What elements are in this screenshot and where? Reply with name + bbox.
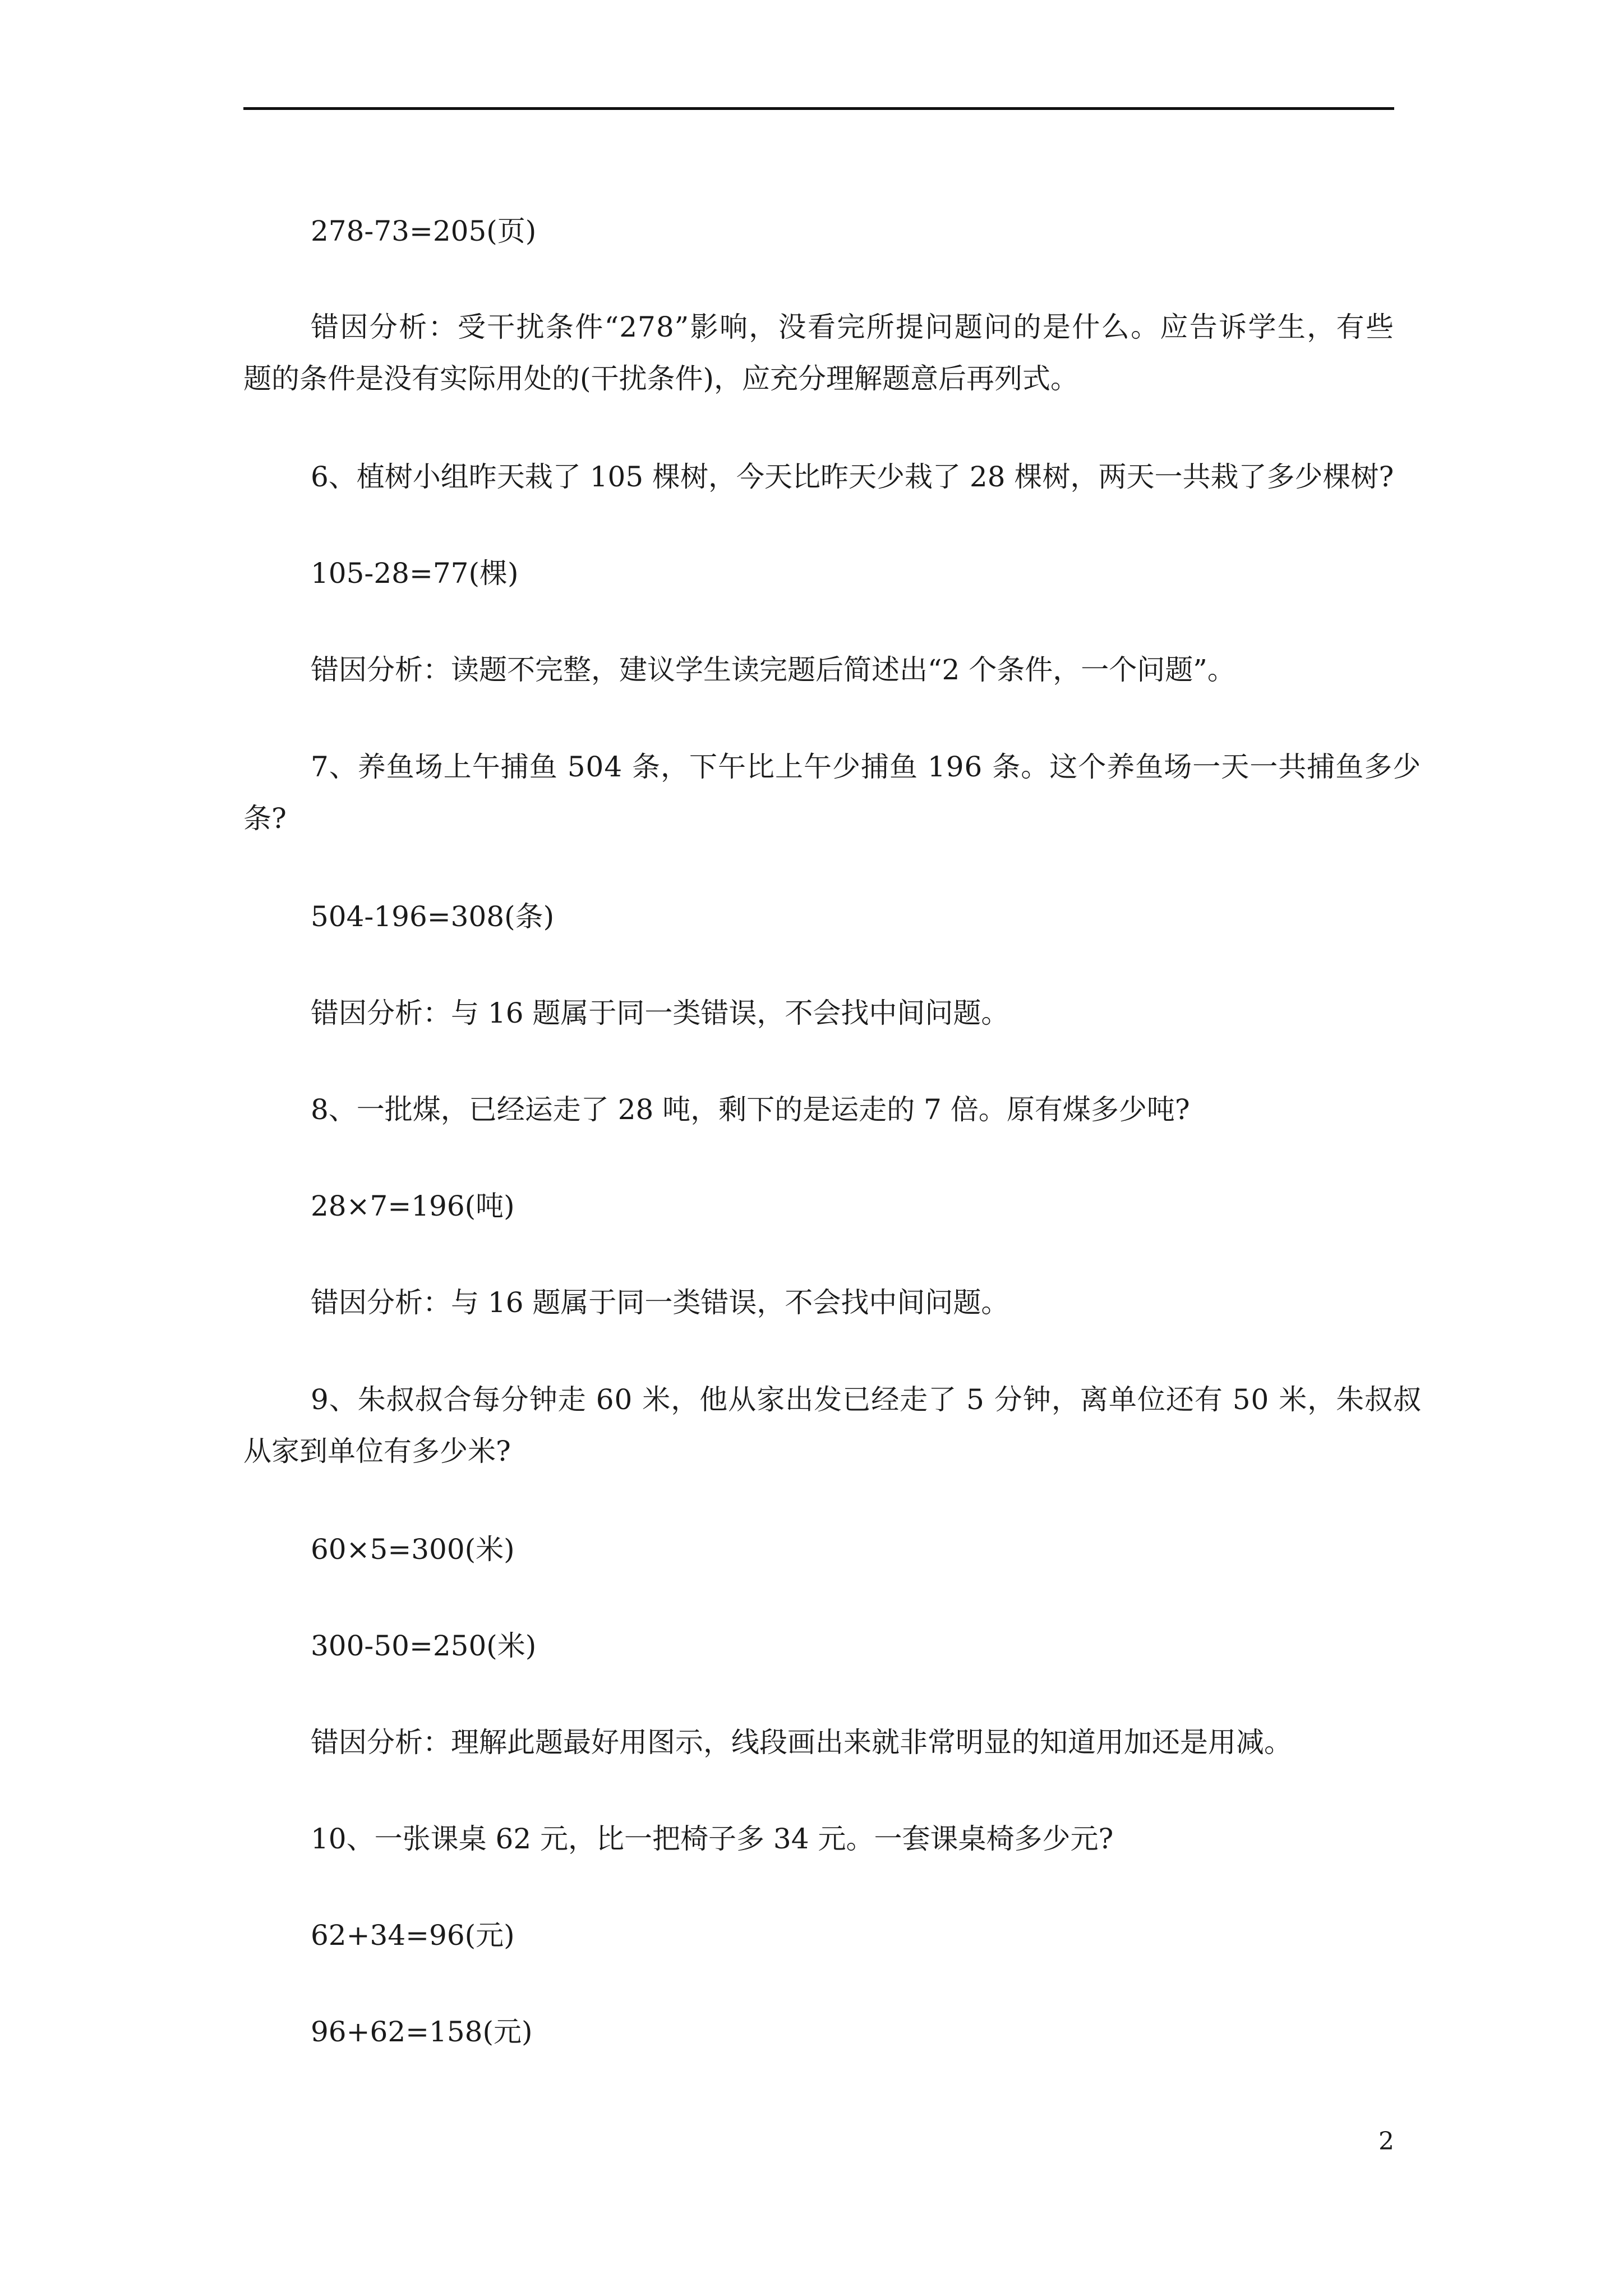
question-7-continuation: 条? — [243, 802, 287, 835]
error-analysis-line: 错因分析：理解此题最好用图示，线段画出来就非常明显的知道用加还是用减。 — [311, 1726, 1292, 1759]
error-analysis-line: 错因分析：读题不完整，建议学生读完题后简述出“2 个条件，一个问题”。 — [311, 654, 1235, 686]
header-rule — [243, 107, 1394, 110]
question-10: 10、一张课桌 62 元，比一把椅子多 34 元。一套课桌椅多少元? — [311, 1823, 1114, 1855]
error-analysis-line: 错因分析：与 16 题属于同一类错误，不会找中间问题。 — [311, 1286, 1009, 1319]
question-6: 6、植树小组昨天栽了 105 棵树，今天比昨天少栽了 28 棵树，两天一共栽了多少棵树? — [311, 461, 1394, 493]
error-analysis-continuation: 题的条件是没有实际用处的(干扰条件)，应充分理解题意后再列式。 — [243, 362, 1079, 395]
solution-line: 278-73=205(页) — [311, 215, 537, 247]
solution-line: 96+62=158(元) — [311, 2016, 533, 2048]
question-9: 9、朱叔叔合每分钟走 60 米，他从家出发已经走了 5 分钟，离单位还有 50 米，朱叔叔 — [311, 1383, 1422, 1416]
question-8: 8、一批煤，已经运走了 28 吨，剩下的是运走的 7 倍。原有煤多少吨? — [311, 1093, 1190, 1126]
solution-line: 28×7=196(吨) — [311, 1190, 515, 1222]
question-7: 7、养鱼场上午捕鱼 504 条，下午比上午少捕鱼 196 条。这个养鱼场一天一共捕鱼多少 — [311, 751, 1422, 783]
solution-line: 300-50=250(米) — [311, 1630, 537, 1662]
solution-line: 105-28=77(棵) — [311, 557, 519, 590]
solution-line: 62+34=96(元) — [311, 1919, 515, 1952]
question-9-continuation: 从家到单位有多少米? — [243, 1435, 511, 1467]
solution-line: 60×5=300(米) — [311, 1533, 515, 1566]
error-analysis-line: 错因分析：与 16 题属于同一类错误，不会找中间问题。 — [311, 997, 1009, 1029]
page-number: 2 — [1378, 2127, 1394, 2156]
solution-line: 504-196=308(条) — [311, 900, 555, 933]
error-analysis-line: 错因分析：受干扰条件“278”影响，没看完所提问题问的是什么。应告诉学生，有些 — [311, 311, 1394, 343]
